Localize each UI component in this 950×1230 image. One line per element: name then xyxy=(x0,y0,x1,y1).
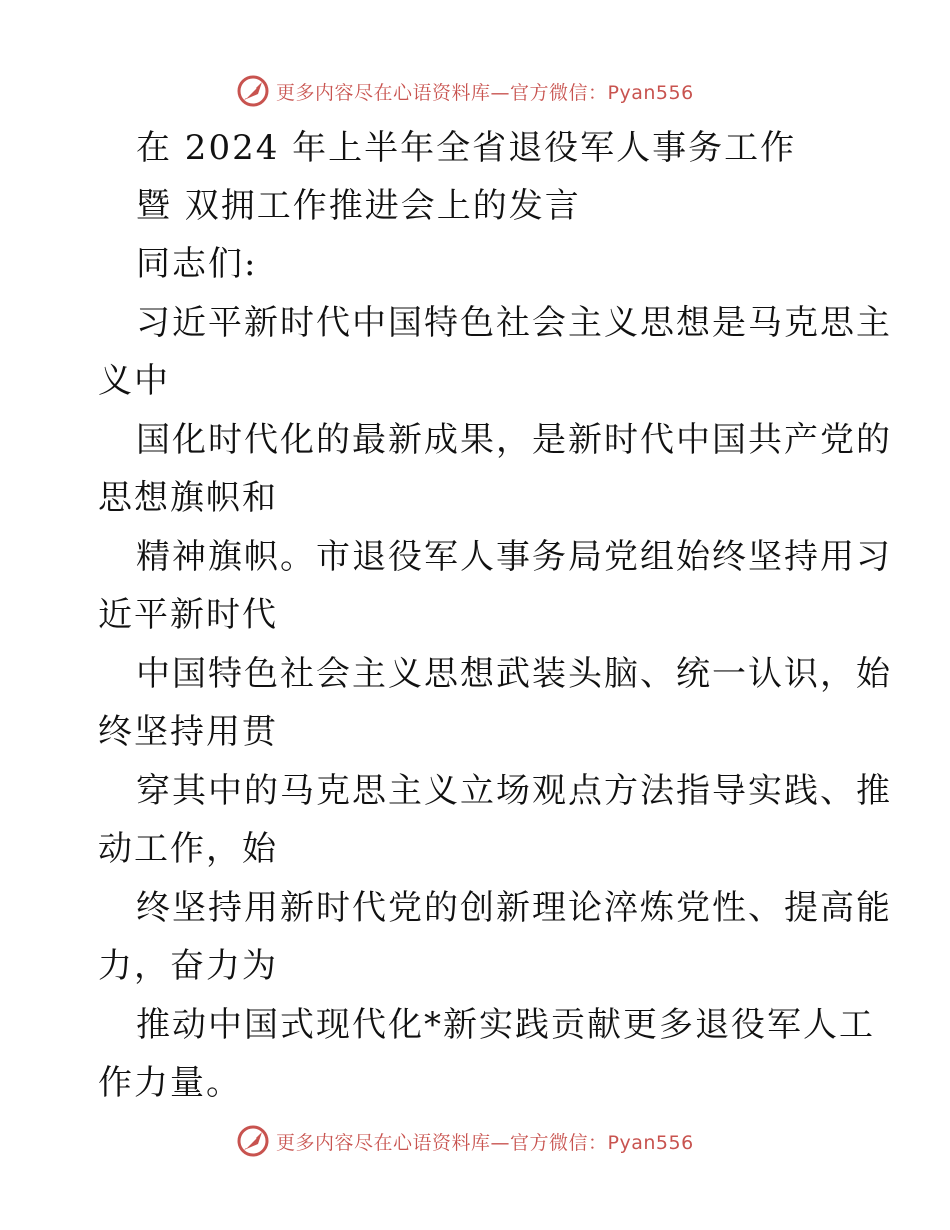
body-line: 穿其中的马克思主义立场观点方法指导实践、推 xyxy=(136,771,892,811)
salutation: 同志们: xyxy=(136,244,258,284)
body-line: 终坚持用贯 xyxy=(98,712,278,752)
body-line: 国化时代化的最新成果，是新时代中国共产党的 xyxy=(136,420,892,460)
body-line: 推动中国式现代化*新实践贡献更多退役军人工 xyxy=(136,1005,875,1045)
body-line: 中国特色社会主义思想武装头脑、统一认识，始 xyxy=(136,654,892,694)
body-line: 精神旗帜。市退役军人事务局党组始终坚持用习 xyxy=(136,537,892,577)
body-line: 习近平新时代中国特色社会主义思想是马克思主 xyxy=(136,303,892,343)
body-line: 作力量。 xyxy=(98,1063,242,1103)
body-line: 终坚持用新时代党的创新理论淬炼党性、提高能 xyxy=(136,888,892,928)
watermark-text: 更多内容尽在心语资料库—官方微信：Pyan556 xyxy=(276,81,694,104)
body-line: 动工作，始 xyxy=(98,829,278,869)
quill-logo-icon xyxy=(236,1124,270,1158)
body-line: 力，奋力为 xyxy=(98,946,278,986)
body-line: 思想旗帜和 xyxy=(98,478,278,518)
quill-logo-icon xyxy=(236,74,270,108)
body-line: 义中 xyxy=(98,361,170,401)
body-line: 近平新时代 xyxy=(98,595,278,635)
watermark-text: 更多内容尽在心语资料库—官方微信：Pyan556 xyxy=(276,1131,694,1154)
title-line-2: 暨 双拥工作推进会上的发言 xyxy=(136,186,581,226)
watermark-banner-top xyxy=(236,74,694,108)
title-line-1: 在 2024 年上半年全省退役军人事务工作 xyxy=(136,128,797,168)
watermark-banner-bottom xyxy=(236,1124,694,1158)
